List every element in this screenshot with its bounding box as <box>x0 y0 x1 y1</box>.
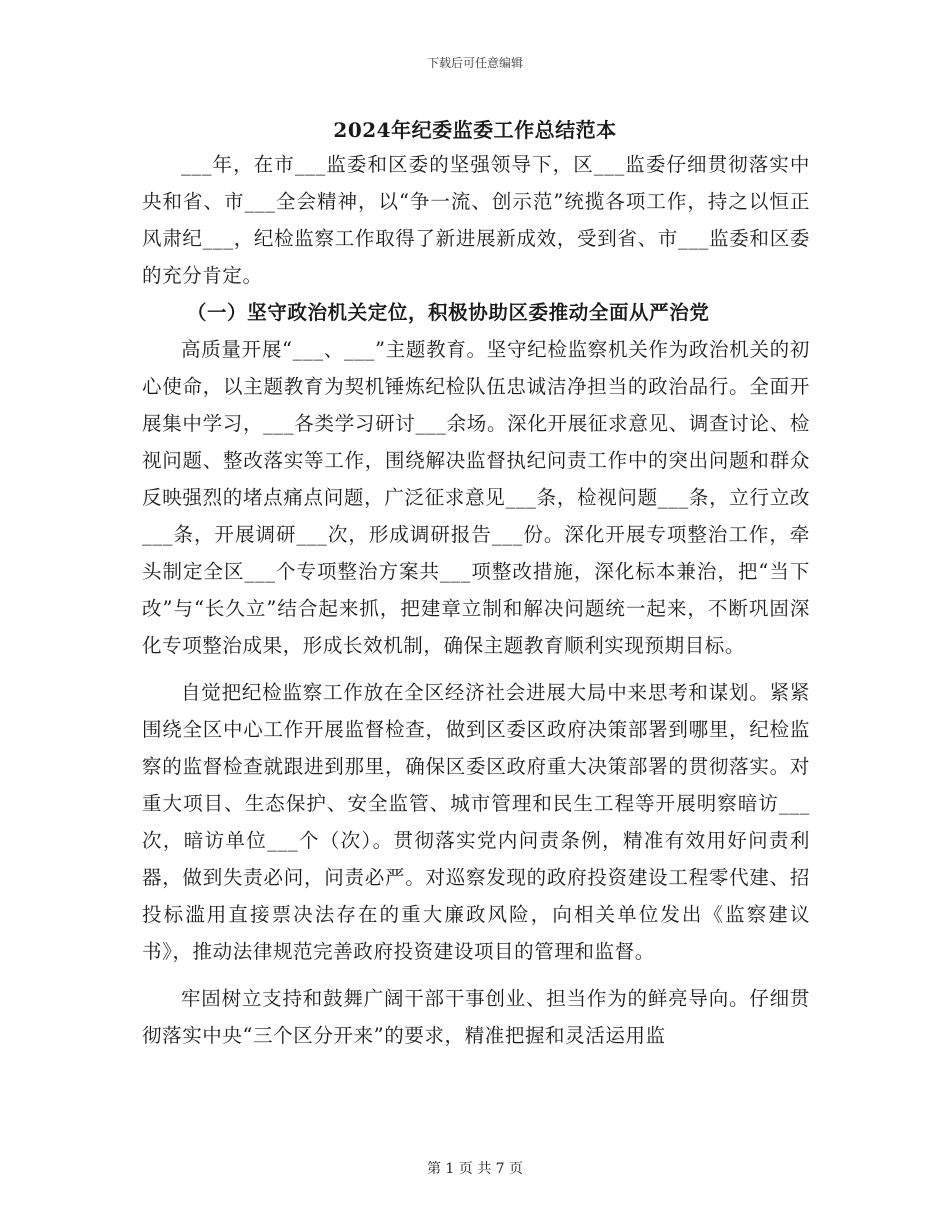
page-number: 第 1 页 共 7 页 <box>426 1161 524 1177</box>
document-body <box>142 146 810 1054</box>
section-heading: （一）坚守政治机关定位，积极协助区委推动全面从严治党 <box>186 301 710 324</box>
paragraph-theme-education: 高质量开展“___、___”主题教育。坚守纪检监察机关作为政治机关的初心使命，以主题教育为契机锤炼纪检队伍忠诚洁净担当的政治品行。全面开展集中学习，___各类学习研讨___余场。深化开展征求意见、调查讨论、检视问题、整改落实等工作，围绕解决监督执纪问责工作中的突出问题和群众反映强烈的堵点痛点问题，广泛征求意见___条，检视问题___条，立行立改___条，开展调研___次，形成调研报告___份。深化开展专项整治工作，牵头制定全区___个专项整治方案共___项整改措施，深化标本兼治，把“当下改”与“长久立”结合起来抓，把建章立制和解决问题统一起来，不断巩固深化专项整治成果，形成长效机制，确保主题教育顺利实现预期目标。 <box>142 338 810 657</box>
paragraph-guidance: 牢固树立支持和鼓舞广阔干部干事创业、担当作为的鲜亮导向。仔细贯彻落实中央“三个区分开来”的要求，精准把握和灵活运用监 <box>142 987 810 1047</box>
paragraph-supervision: 自觉把纪检监察工作放在全区经济社会进展大局中来思考和谋划。紧紧围绕全区中心工作开展监督检查，做到区委区政府决策部署到哪里，纪检监察的监督检查就跟进到那里，确保区委区政府重大决策部署的贯彻落实。对重大项目、生态保护、安全监管、城市管理和民生工程等开展明察暗访___次，暗访单位___个（次）。贯彻落实党内问责条例，精准有效用好问责利器，做到失责必问，问责必严。对巡察发现的政府投资建设工程零代建、招投标滥用直接票决法存在的重大廉政风险，向相关单位发出《监察建议书》，推动法律规范完善政府投资建设项目的管理和监督。 <box>142 681 810 963</box>
paragraph-intro: ___年，在市___监委和区委的坚强领导下，区___监委仔细贯彻落实中央和省、市___全会精神，以“争一流、创示范”统揽各项工作，持之以恒正风肃纪___，纪检监察工作取得了新进展新成效，受到省、市___监委和区委的充分肯定。 <box>142 153 810 287</box>
header-note: 下载后可任意编辑 <box>426 56 523 70</box>
document-title: 2024年纪委监委工作总结范本 <box>333 118 617 142</box>
